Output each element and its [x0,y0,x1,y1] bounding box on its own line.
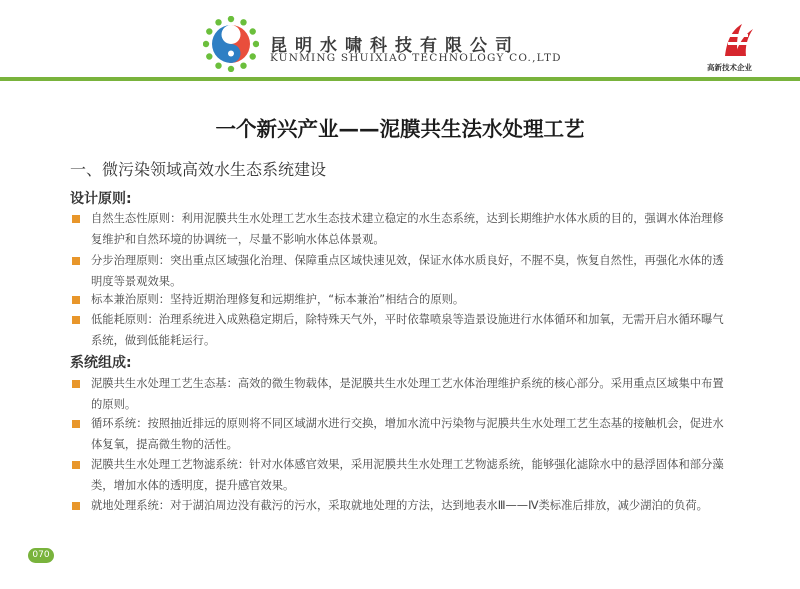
list-item [70,289,734,310]
list-item-text: 就地处理系统：对于湖泊周边没有截污的污水，采取就地处理的方法，达到地表水Ⅲ——Ⅳ类标准后排放，减少湖泊的负荷。 [91,499,708,512]
list-item-text: 自然生态性原则：利用泥膜共生水处理工艺水生态技术建立稳定的水生态系统，达到长期维护水体水质的目的，强调水体治理修复维护和自然环境的协调统一，尽量不影响水体总体景观。 [91,212,724,246]
square-bullet-icon [72,461,80,469]
hightech-label: 高新技术企业 [707,63,752,72]
list-item [70,250,734,292]
square-bullet-icon [72,420,80,428]
page-number: 070 [28,548,54,563]
system-composition-heading: 系统组成: [70,355,132,371]
list-item [70,373,734,415]
list-item-text: 分步治理原则：突出重点区域强化治理、保障重点区域快速见效，保证水体水质良好，不腥不臭，恢复自然性，再强化水体的透明度等景观效果。 [91,254,724,288]
page-header [0,0,800,84]
square-bullet-icon [72,215,80,223]
hightech-emblem-icon [722,22,756,58]
list-item [70,495,734,516]
list-item [70,413,734,455]
square-bullet-icon [72,316,80,324]
list-item-text: 泥膜共生水处理工艺生态基：高效的微生物载体，是泥膜共生水处理工艺水体治理维护系统的核心部分。采用重点区域集中布置的原则。 [91,377,724,411]
square-bullet-icon [72,380,80,388]
list-item-text: 泥膜共生水处理工艺物滤系统：针对水体感官效果，采用泥膜共生水处理工艺物滤系统，能够强化滤除水中的悬浮固体和部分藻类，增加水体的透明度，提升感官效果。 [91,458,724,492]
company-name-cn: 昆明水啸科技有限公司 [270,36,520,56]
section-title: 一、微污染领域高效水生态系统建设 [70,160,327,179]
list-item-text: 循环系统：按照抽近排远的原则将不同区域湖水进行交换，增加水流中污染物与泥膜共生水处理工艺生态基的接触机会，促进水体复氧，提高微生物的活性。 [91,417,724,451]
company-name-en: KUNMING SHUIXIAO TECHNOLOGY CO.,LTD [270,52,562,64]
list-item [70,208,734,250]
square-bullet-icon [72,296,80,304]
square-bullet-icon [72,502,80,510]
design-principles-heading: 设计原则: [70,191,132,207]
page-title: 一个新兴产业——泥膜共生法水处理工艺 [215,117,585,141]
list-item-text: 标本兼治原则：坚持近期治理修复和远期维护，“标本兼治”相结合的原则。 [91,293,465,306]
list-item [70,454,734,496]
list-item-text: 低能耗原则：治理系统进入成熟稳定期后，除特殊天气外，平时依靠喷泉等造景设施进行水体循环和加氧，无需开启水循环曝气系统，做到低能耗运行。 [91,313,724,347]
list-item [70,309,734,351]
header-divider [0,77,800,81]
company-logo-icon [203,16,259,72]
square-bullet-icon [72,257,80,265]
